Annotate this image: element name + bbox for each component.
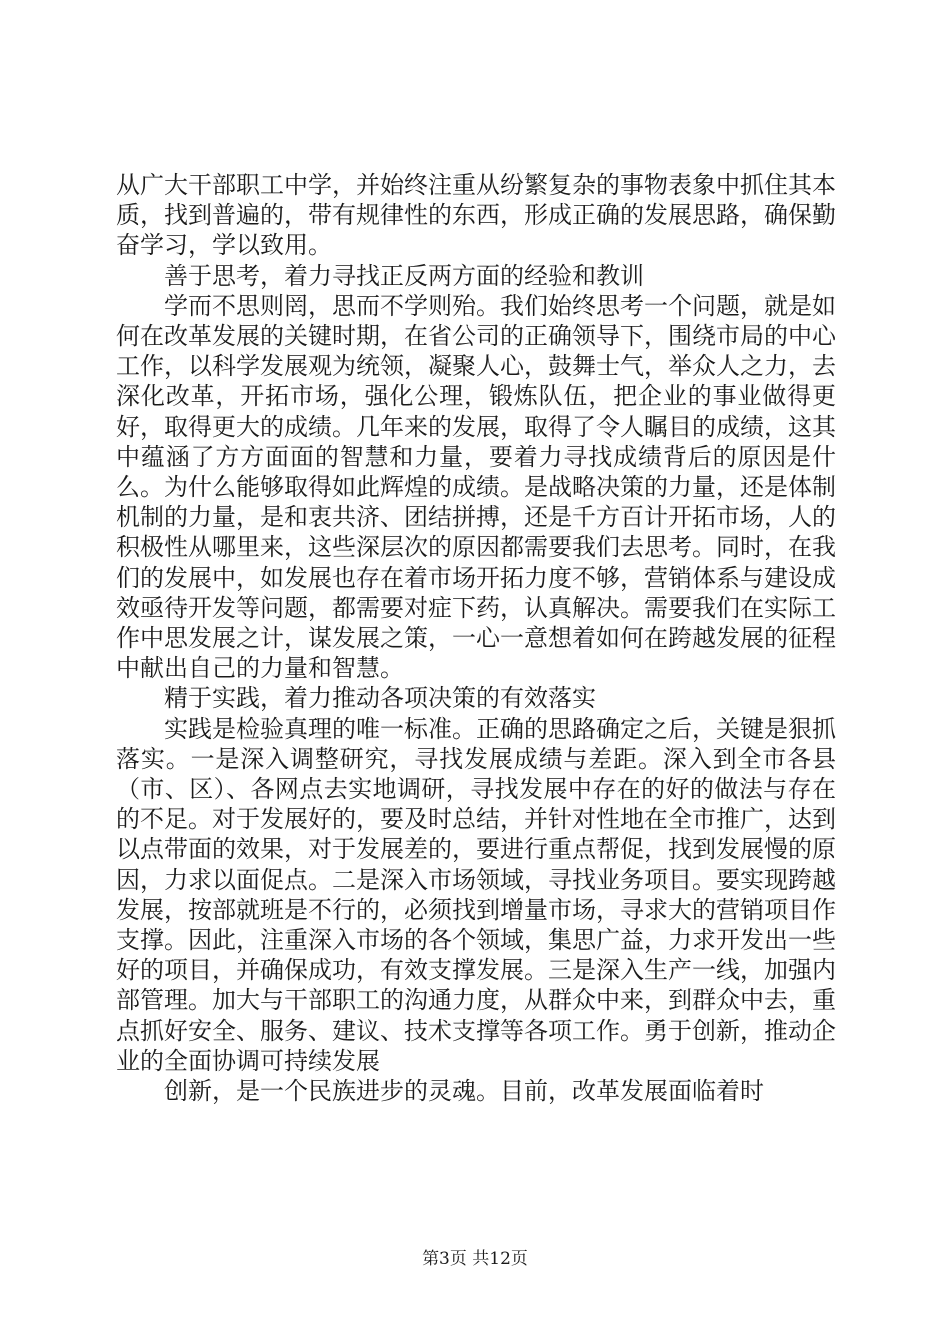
section-heading-thinking: 善于思考，着力寻找正反两方面的经验和教训 (164, 261, 644, 290)
section-heading-practice: 精于实践，着力推动各项决策的有效落实 (164, 684, 596, 713)
paragraph-practice: 实践是检验真理的唯一标准。正确的思路确定之后，关键是狠抓落实。一是深入调整研究，寻找发展成绩与差距。深入到全市各县（市、区）、各网点去实地调研，寻找发展中存在的好的做法与存在的不足。对于发展好的，要及时总结，并针对性地在全市推广，达到以点带面的效果，对于发展差的，要进行重点帮促，找到发展慢的原因，力求以面促点。二是深入市场领域，寻找业务项目。要实现跨越发展，按部就班是不行的，必须找到增量市场，寻求大的营销项目作支撑。因此，注重深入市场的各个领域，集思广益，力求开发出一些好的项目，并确保成功，有效支撑发展。三是深入生产一线，加强内部管理。加大与干部职工的沟通力度，从群众中来，到群众中去，重点抓好安全、服务、建议、技术支撑等各项工作。勇于创新，推动企业的全面协调可持续发展 (116, 714, 836, 1075)
paragraph-continuation: 从广大干部职工中学，并始终注重从纷繁复杂的事物表象中抓住其本质，找到普遍的，带有规律性的东西，形成正确的发展思路，确保勤奋学习，学以致用。 (116, 171, 836, 260)
paragraph-innovation: 创新，是一个民族进步的灵魂。目前，改革发展面临着时 (164, 1077, 764, 1106)
document-body (116, 170, 836, 1106)
page-number-footer: 第3页 共12页 (422, 1249, 528, 1269)
paragraph-thinking: 学而不思则罔，思而不学则殆。我们始终思考一个问题，就是如何在改革发展的关键时期，在省公司的正确领导下，围绕市局的中心工作，以科学发展观为统领，凝聚人心，鼓舞士气，举众人之力，去深化改革，开拓市场，强化公理，锻炼队伍，把企业的事业做得更好，取得更大的成绩。几年来的发展，取得了令人瞩目的成绩，这其中蕴涵了方方面面的智慧和力量，要着力寻找成绩背后的原因是什么。为什么能够取得如此辉煌的成绩。是战略决策的力量，还是体制机制的力量，是和衷共济、团结拼搏，还是千方百计开拓市场，人的积极性从哪里来，这些深层次的原因都需要我们去思考。同时，在我们的发展中，如发展也存在着市场开拓力度不够，营销体系与建设成效亟待开发等问题，都需要对症下药，认真解决。需要我们在实际工作中思发展之计，谋发展之策，一心一意想着如何在跨越发展的征程中献出自己的力量和智慧。 (116, 291, 836, 683)
